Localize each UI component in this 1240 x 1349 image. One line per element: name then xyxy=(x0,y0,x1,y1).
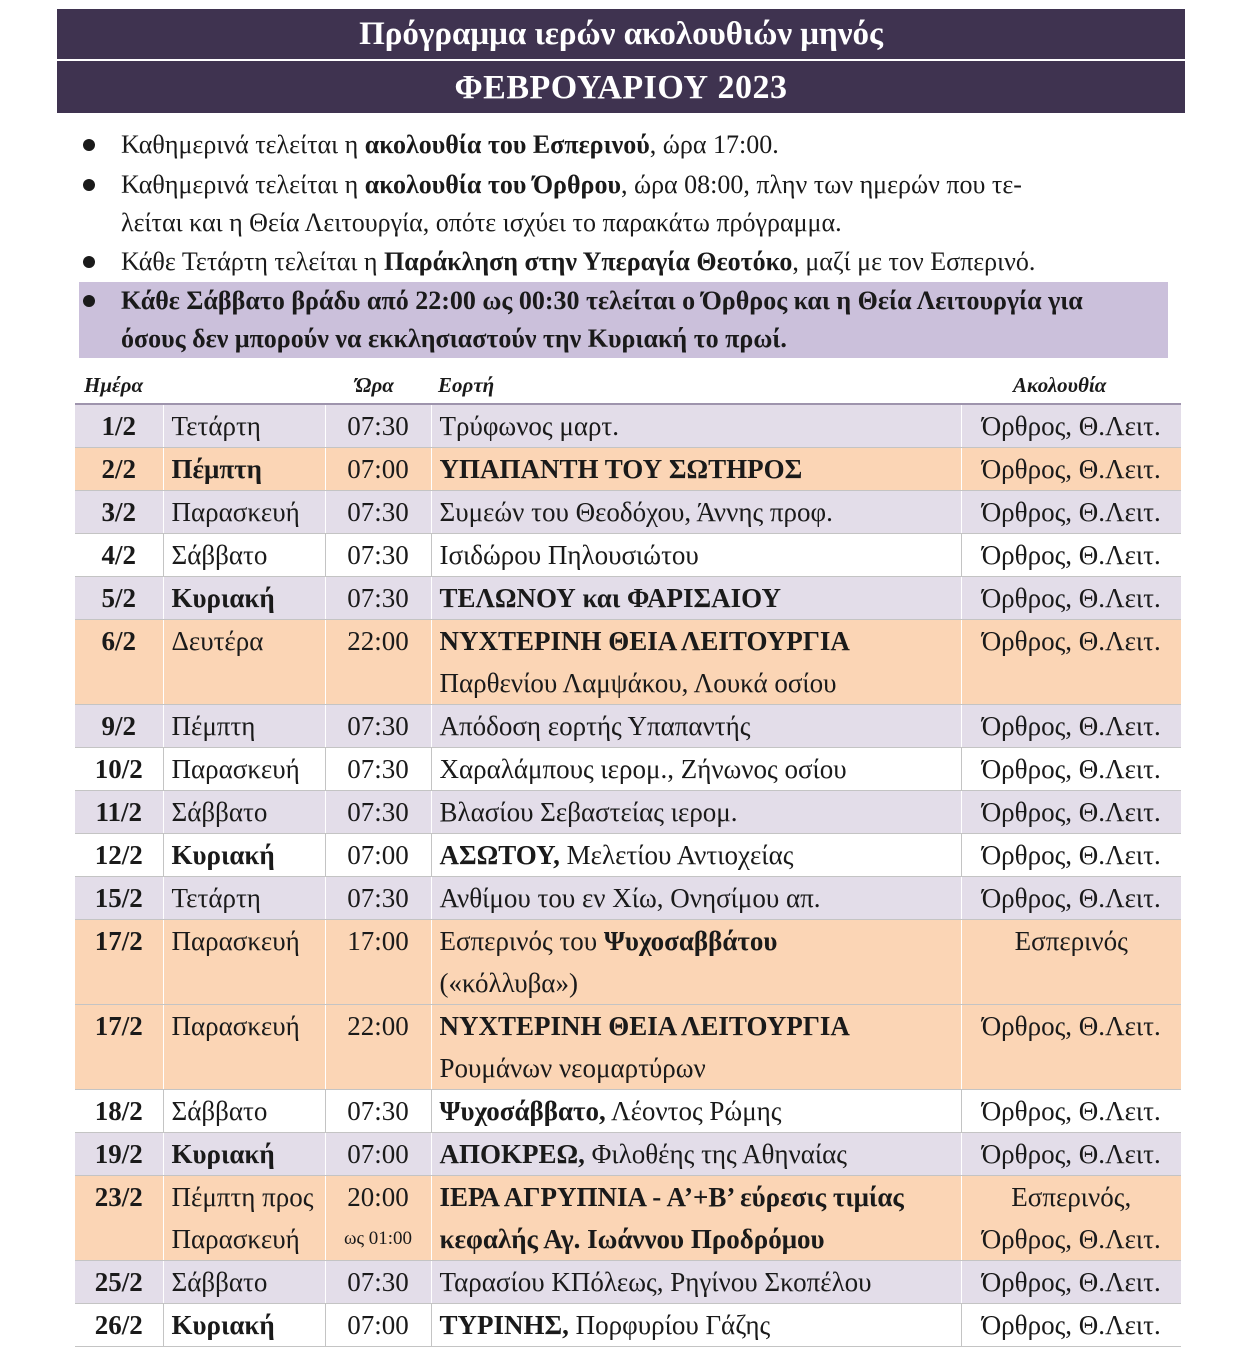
cell-feast xyxy=(431,920,961,1005)
bullet-emphasis: Παράκληση στην Υπεραγία Θεοτόκο xyxy=(383,247,793,276)
cell-feast xyxy=(431,577,961,620)
table-row xyxy=(75,1304,1181,1347)
bullet-dot xyxy=(83,139,95,151)
row-feast-bold: ΝΥΧΤΕΡΙΝΗ ΘΕΙΑ ΛΕΙΤΟΥΡΓΙΑ xyxy=(439,1011,850,1041)
cell-service xyxy=(961,877,1181,920)
bullet-text: Καθημερινά τελείται η xyxy=(121,170,365,199)
table-row xyxy=(75,1005,1181,1090)
cell-feast xyxy=(431,1133,961,1176)
cell-time xyxy=(325,834,431,877)
table-row xyxy=(75,404,1181,448)
cell-weekday xyxy=(163,620,325,705)
cell-time xyxy=(325,877,431,920)
title-line-1: Πρόγραμμα ιερών ακολουθιών μηνός xyxy=(57,9,1185,59)
row-feast-text: Συμεών του Θεοδόχου, Άννης προφ. xyxy=(439,497,833,527)
row-feast-bold: ΥΠΑΠΑΝΤΗ ΤΟΥ ΣΩΤΗΡΟΣ xyxy=(439,454,803,484)
table-row xyxy=(75,1090,1181,1133)
row-date: 17/2 xyxy=(94,1011,143,1041)
bullet-dot xyxy=(83,256,95,268)
cell-time xyxy=(325,491,431,534)
row-service: Όρθρος, Θ.Λειτ. xyxy=(981,1224,1161,1254)
bullet-text: Κάθε Σάββατο βράδυ από 22:00 ως 00:30 τελείται ο Όρθρος και η Θεία Λειτουργία για xyxy=(121,286,1083,315)
cell-weekday xyxy=(163,920,325,1005)
bullet-text: , μαζί με τον Εσπερινό. xyxy=(792,247,1036,276)
cell-date xyxy=(75,1005,163,1090)
row-service: Όρθρος, Θ.Λειτ. xyxy=(981,411,1161,441)
cell-time xyxy=(325,620,431,705)
cell-feast xyxy=(431,620,961,705)
row-time: 07:00 xyxy=(347,1139,409,1169)
table-row xyxy=(75,920,1181,1005)
row-weekday: Σάββατο xyxy=(171,1096,268,1126)
bullet-text: Κάθε Τετάρτη τελείται η xyxy=(121,247,384,276)
row-time: 07:30 xyxy=(347,411,409,441)
row-service: Όρθρος, Θ.Λειτ. xyxy=(981,754,1161,784)
cell-time xyxy=(325,705,431,748)
cell-weekday xyxy=(163,834,325,877)
row-feast xyxy=(440,1005,961,1047)
row-weekday: Πέμπτη xyxy=(171,454,262,484)
row-date: 25/2 xyxy=(94,1267,143,1297)
cell-date xyxy=(75,705,163,748)
bullet-saturday-night xyxy=(79,282,1168,358)
row-date: 1/2 xyxy=(101,411,136,441)
cell-weekday xyxy=(163,448,325,491)
cell-service xyxy=(961,577,1181,620)
row-service: Όρθρος, Θ.Λειτ. xyxy=(981,626,1161,656)
cell-feast xyxy=(431,705,961,748)
cell-date xyxy=(75,877,163,920)
row-date: 12/2 xyxy=(94,840,143,870)
row-feast-bold: ΤΥΡΙΝΗΣ, xyxy=(439,1310,569,1340)
cell-time xyxy=(325,1176,431,1261)
table-row xyxy=(75,1133,1181,1176)
cell-date xyxy=(75,1304,163,1347)
cell-weekday xyxy=(163,705,325,748)
row-time: 07:30 xyxy=(347,797,409,827)
bullet-orthros xyxy=(79,166,1168,242)
cell-time xyxy=(325,404,431,448)
row-date: 17/2 xyxy=(94,926,143,956)
bullet-text: , ώρα 17:00. xyxy=(649,130,779,159)
bullet-dot xyxy=(83,179,95,191)
cell-weekday xyxy=(163,491,325,534)
row-feast xyxy=(440,748,961,790)
table-row xyxy=(75,1261,1181,1304)
row-weekday: Παρασκευή xyxy=(171,754,300,784)
row-feast xyxy=(440,448,961,490)
row-time: 22:00 xyxy=(347,1011,409,1041)
col-header-time: Ώρα xyxy=(355,373,394,397)
row-time: 07:30 xyxy=(347,1096,409,1126)
cell-service xyxy=(961,534,1181,577)
row-feast xyxy=(440,1090,961,1132)
row-feast xyxy=(440,791,961,833)
cell-time xyxy=(325,1133,431,1176)
row-feast xyxy=(440,877,961,919)
row-date: 3/2 xyxy=(101,497,136,527)
row-feast xyxy=(440,1261,961,1303)
row-feast-text: Τρύφωνος μαρτ. xyxy=(439,411,620,441)
table-row xyxy=(75,877,1181,920)
row-feast xyxy=(440,834,961,876)
row-service: Όρθρος, Θ.Λειτ. xyxy=(981,797,1161,827)
cell-weekday xyxy=(163,791,325,834)
row-feast xyxy=(440,620,961,662)
table-row xyxy=(75,620,1181,705)
row-weekday: Κυριακή xyxy=(171,583,275,613)
cell-feast xyxy=(431,1090,961,1133)
table-row xyxy=(75,577,1181,620)
row-feast-text: Βλασίου Σεβαστείας ιερομ. xyxy=(439,797,738,827)
cell-date xyxy=(75,534,163,577)
row-feast-text: («κόλλυβα») xyxy=(439,968,578,998)
row-date: 19/2 xyxy=(94,1139,143,1169)
cell-weekday xyxy=(163,748,325,791)
row-feast-bold: κεφαλής Αγ. Ιωάννου Προδρόμου xyxy=(439,1224,825,1254)
cell-weekday xyxy=(163,534,325,577)
row-feast-bold: ΤΕΛΩΝΟΥ και ΦΑΡΙΣΑΙΟΥ xyxy=(439,583,781,613)
cell-feast xyxy=(431,1005,961,1090)
cell-time xyxy=(325,1005,431,1090)
row-weekday: Σάββατο xyxy=(171,540,268,570)
bullet-vespers xyxy=(79,126,1168,164)
row-service: Όρθρος, Θ.Λειτ. xyxy=(981,711,1161,741)
row-feast-text: Λέοντος Ρώμης xyxy=(605,1096,782,1126)
row-feast-bold: ΝΥΧΤΕΡΙΝΗ ΘΕΙΑ ΛΕΙΤΟΥΡΓΙΑ xyxy=(439,626,850,656)
row-time: 07:00 xyxy=(347,1310,409,1340)
cell-date xyxy=(75,1261,163,1304)
row-date: 2/2 xyxy=(101,454,136,484)
cell-date xyxy=(75,1133,163,1176)
cell-date xyxy=(75,620,163,705)
cell-feast xyxy=(431,491,961,534)
row-time-end: ως 01:00 xyxy=(343,1228,413,1249)
row-service: Όρθρος, Θ.Λειτ. xyxy=(981,583,1161,613)
row-date: 18/2 xyxy=(94,1096,143,1126)
row-feast-bold: ΑΣΩΤΟΥ, xyxy=(439,840,560,870)
bullet-emphasis: ακολουθία του Εσπερινού xyxy=(364,130,650,159)
cell-time xyxy=(325,448,431,491)
bullet-text: , ώρα 08:00, πλην των ημερών που τε- xyxy=(620,170,1022,199)
row-feast-text: Ισιδώρου Πηλουσιώτου xyxy=(439,540,699,570)
row-service: Όρθρος, Θ.Λειτ. xyxy=(981,1011,1161,1041)
row-weekday: Τετάρτη xyxy=(171,883,261,913)
bullet-emphasis: ακολουθία του Όρθρου xyxy=(364,170,621,199)
row-service: Όρθρος, Θ.Λειτ. xyxy=(981,454,1161,484)
cell-service xyxy=(961,620,1181,705)
cell-date xyxy=(75,1176,163,1261)
row-service: Όρθρος, Θ.Λειτ. xyxy=(981,497,1161,527)
row-feast-text: Ανθίμου του εν Χίω, Ονησίμου απ. xyxy=(439,883,821,913)
row-weekday: Παρασκευή xyxy=(171,1011,300,1041)
row-time: 07:30 xyxy=(347,540,409,570)
row-date: 9/2 xyxy=(101,711,136,741)
row-feast-text: Μελετίου Αντιοχείας xyxy=(559,840,794,870)
cell-date xyxy=(75,920,163,1005)
row-date: 15/2 xyxy=(94,883,143,913)
row-date: 11/2 xyxy=(95,797,142,827)
table-row xyxy=(75,491,1181,534)
row-weekday: Σάββατο xyxy=(171,1267,268,1297)
cell-time xyxy=(325,748,431,791)
cell-time xyxy=(325,1090,431,1133)
row-feast-text: Απόδοση εορτής Υπαπαντής xyxy=(439,711,751,741)
cell-feast xyxy=(431,877,961,920)
row-feast xyxy=(440,705,961,747)
row-time: 07:30 xyxy=(347,583,409,613)
cell-date xyxy=(75,834,163,877)
row-service: Όρθρος, Θ.Λειτ. xyxy=(981,1096,1161,1126)
bullet-text: Καθημερινά τελείται η xyxy=(121,130,365,159)
bullet-text: όσους δεν μπορούν να εκκλησιαστούν την Κυριακή το πρωί. xyxy=(121,324,787,353)
row-weekday: Παρασκευή xyxy=(171,1224,300,1254)
row-weekday: Κυριακή xyxy=(171,1139,275,1169)
cell-weekday xyxy=(163,1005,325,1090)
table-row xyxy=(75,534,1181,577)
col-header-feast: Εορτή xyxy=(438,373,495,397)
row-feast xyxy=(440,920,961,962)
row-service: Όρθρος, Θ.Λειτ. xyxy=(981,840,1161,870)
cell-weekday xyxy=(163,1133,325,1176)
row-weekday: Τετάρτη xyxy=(171,411,261,441)
cell-feast xyxy=(431,534,961,577)
cell-weekday xyxy=(163,404,325,448)
row-time: 07:30 xyxy=(347,883,409,913)
row-feast xyxy=(440,491,961,533)
cell-date xyxy=(75,448,163,491)
cell-service xyxy=(961,705,1181,748)
row-date: 23/2 xyxy=(94,1182,143,1212)
cell-time xyxy=(325,791,431,834)
table-row xyxy=(75,791,1181,834)
row-feast-text: Ταρασίου ΚΠόλεως, Ρηγίνου Σκοπέλου xyxy=(439,1267,872,1297)
cell-feast xyxy=(431,834,961,877)
row-feast xyxy=(440,1304,961,1346)
row-weekday: Κυριακή xyxy=(171,1310,275,1340)
row-service: Όρθρος, Θ.Λειτ. xyxy=(981,540,1161,570)
row-weekday: Πέμπτη xyxy=(171,711,256,741)
cell-weekday xyxy=(163,1304,325,1347)
cell-time xyxy=(325,1304,431,1347)
bullet-text: λείται και η Θεία Λειτουργία, οπότε ισχύει το παρακάτω πρόγραμμα. xyxy=(121,208,842,237)
row-service: Εσπερινός, xyxy=(1011,1182,1132,1212)
cell-weekday xyxy=(163,1261,325,1304)
cell-feast xyxy=(431,448,961,491)
row-date: 26/2 xyxy=(94,1310,143,1340)
table-row xyxy=(75,1176,1181,1261)
row-feast-text: Παρθενίου Λαμψάκου, Λουκά οσίου xyxy=(439,668,837,698)
cell-service xyxy=(961,1261,1181,1304)
cell-date xyxy=(75,404,163,448)
row-date: 10/2 xyxy=(94,754,143,784)
cell-date xyxy=(75,491,163,534)
row-time: 07:30 xyxy=(347,1267,409,1297)
row-time: 17:00 xyxy=(347,926,409,956)
cell-service xyxy=(961,791,1181,834)
row-feast xyxy=(440,1176,961,1218)
table-row xyxy=(75,834,1181,877)
row-service: Όρθρος, Θ.Λειτ. xyxy=(981,1310,1161,1340)
row-date: 6/2 xyxy=(101,626,136,656)
row-feast xyxy=(440,405,961,447)
row-weekday: Κυριακή xyxy=(171,840,275,870)
cell-service xyxy=(961,834,1181,877)
cell-time xyxy=(325,534,431,577)
cell-feast xyxy=(431,1261,961,1304)
table-row xyxy=(75,448,1181,491)
row-feast-text: Χαραλάμπους ιερομ., Ζήνωνος οσίου xyxy=(439,754,847,784)
cell-service xyxy=(961,1005,1181,1090)
cell-service xyxy=(961,1304,1181,1347)
row-feast xyxy=(440,577,961,619)
bullet-dot xyxy=(83,295,95,307)
row-feast-text: Φιλοθέης της Αθηναίας xyxy=(584,1139,847,1169)
cell-service xyxy=(961,1176,1181,1261)
cell-service xyxy=(961,404,1181,448)
row-date: 4/2 xyxy=(101,540,136,570)
row-date: 5/2 xyxy=(101,583,136,613)
table-row xyxy=(75,748,1181,791)
row-feast-bold: ΙΕΡΑ ΑΓΡΥΠΝΙΑ - Α’+Β’ εύρεσις τιμίας xyxy=(439,1182,904,1212)
row-feast-text: Πορφυρίου Γάζης xyxy=(568,1310,771,1340)
row-time: 20:00 xyxy=(347,1182,409,1212)
row-feast-bold: Ψυχοσάββατο, xyxy=(439,1096,606,1126)
cell-service xyxy=(961,1133,1181,1176)
row-weekday: Δευτέρα xyxy=(171,626,264,656)
row-feast-bold: Ψυχοσαββάτου xyxy=(603,926,778,956)
cell-weekday xyxy=(163,577,325,620)
row-weekday: Σάββατο xyxy=(171,797,268,827)
col-header-service: Ακολουθία xyxy=(1013,373,1107,397)
row-time: 07:30 xyxy=(347,754,409,784)
row-weekday: Παρασκευή xyxy=(171,926,300,956)
cell-date xyxy=(75,1090,163,1133)
cell-feast xyxy=(431,404,961,448)
cell-date xyxy=(75,791,163,834)
cell-weekday xyxy=(163,1090,325,1133)
cell-weekday xyxy=(163,1176,325,1261)
row-service: Όρθρος, Θ.Λειτ. xyxy=(981,1267,1161,1297)
cell-service xyxy=(961,1090,1181,1133)
row-feast-text: Ρουμάνων νεομαρτύρων xyxy=(439,1053,706,1083)
table-row xyxy=(75,705,1181,748)
row-time: 07:30 xyxy=(347,497,409,527)
row-feast-text: Εσπερινός του xyxy=(439,926,604,956)
row-weekday: Πέμπτη προς xyxy=(171,1182,314,1212)
cell-time xyxy=(325,920,431,1005)
cell-time xyxy=(325,577,431,620)
cell-service xyxy=(961,748,1181,791)
cell-weekday xyxy=(163,877,325,920)
cell-service xyxy=(961,448,1181,491)
cell-feast xyxy=(431,791,961,834)
row-feast xyxy=(440,1133,961,1175)
cell-feast xyxy=(431,1304,961,1347)
cell-service xyxy=(961,920,1181,1005)
row-weekday: Παρασκευή xyxy=(171,497,300,527)
cell-date xyxy=(75,577,163,620)
row-service: Εσπερινός xyxy=(1014,926,1128,956)
row-feast-bold: ΑΠΟΚΡΕΩ, xyxy=(439,1139,585,1169)
cell-feast xyxy=(431,1176,961,1261)
title-line-2: ΦΕΒΡΟΥΑΡΙΟΥ 2023 xyxy=(57,61,1185,113)
row-time: 07:00 xyxy=(347,840,409,870)
row-feast xyxy=(440,534,961,576)
row-service: Όρθρος, Θ.Λειτ. xyxy=(981,1139,1161,1169)
col-header-day: Ημέρα xyxy=(84,373,144,397)
row-time: 07:00 xyxy=(347,454,409,484)
cell-time xyxy=(325,1261,431,1304)
cell-service xyxy=(961,491,1181,534)
cell-date xyxy=(75,748,163,791)
row-time: 22:00 xyxy=(347,626,409,656)
cell-feast xyxy=(431,748,961,791)
row-time: 07:30 xyxy=(347,711,409,741)
bullet-paraklisi xyxy=(79,243,1168,281)
schedule-table xyxy=(75,403,1181,1347)
row-service: Όρθρος, Θ.Λειτ. xyxy=(981,883,1161,913)
